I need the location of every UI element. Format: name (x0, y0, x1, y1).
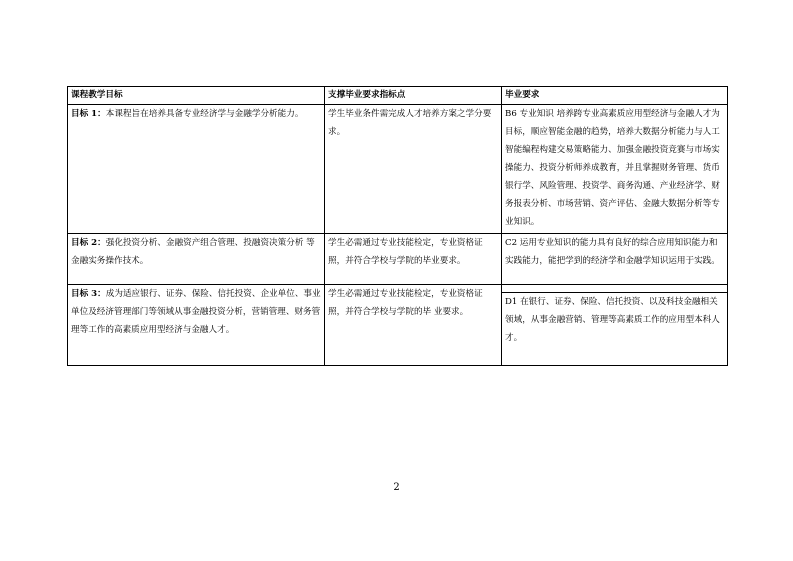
course-goals-table (67, 86, 728, 366)
indicator-text: 学生毕业条件需完成人才培养方案之学分要求。 (328, 109, 492, 137)
table-header-row (68, 87, 728, 105)
requirement-cell (502, 105, 728, 234)
indicator-text: 学生必需通过专业技能检定，专业资格证照，并符合学校与学院的毕 业要求。 (328, 289, 483, 317)
indicator-cell (325, 105, 502, 234)
requirement-text: D1 在银行、证券、保险、信托投资、以及科技金融相关领域，从事金融营销、管理等高素质工作的应用型本科人才。 (505, 297, 720, 343)
goal-label: 目标 1： (71, 109, 106, 119)
header-course-goal: 课程教学目标 (68, 87, 325, 105)
requirement-text: B6 专业知识 培养跨专业高素质应用型经济与金融人才为目标，顺应智能金融的趋势，培养大数据分析能力与人工智能编程构建交易策略能力、加强金融投资竞赛与市场实操能力、投资分析师养成教育，并且掌握财务管理、货币银行学、风险管理、投资学、商务沟通、产业经济学、财务报表分析、市场营销、资产评估、金融大数据分析等专业知识。 (505, 109, 720, 227)
table-row (68, 105, 728, 234)
goal-cell (68, 234, 325, 285)
requirement-text: C2 运用专业知识的能力具有良好的综合应用知识能力和实践能力，能把学到的经济学和金融学知识运用于实践。 (505, 238, 720, 266)
indicator-cell (325, 234, 502, 285)
goal-label: 目标 2： (71, 238, 106, 248)
table-row (68, 285, 728, 366)
table-row (68, 234, 728, 285)
goal-cell (68, 285, 325, 366)
page-number: 2 (393, 482, 400, 493)
inner-divider (502, 292, 727, 293)
indicator-cell (325, 285, 502, 366)
indicator-text: 学生必需通过专业技能检定，专业资格证照，并符合学校与学院的毕业要求。 (328, 238, 483, 266)
requirement-cell (502, 234, 728, 285)
header-indicator: 支撑毕业要求指标点 (325, 87, 502, 105)
goal-text: 成为适应银行、证券、保险、信托投资、企业单位、事业单位及经济管理部门等领域从事金融投资分析，营销管理、财务管理等工作的高素质应用型经济与金融人才。 (71, 289, 321, 335)
header-requirement: 毕业要求 (502, 87, 728, 105)
goal-text: 本课程旨在培养具备专业经济学与金融学分析能力。 (105, 109, 304, 119)
goal-cell (68, 105, 325, 234)
requirement-cell (502, 285, 728, 366)
goal-label: 目标 3： (71, 289, 106, 299)
goal-text: 强化投资分析、金融资产组合管理、投融资决策分析 等金融实务操作技术。 (71, 238, 315, 266)
